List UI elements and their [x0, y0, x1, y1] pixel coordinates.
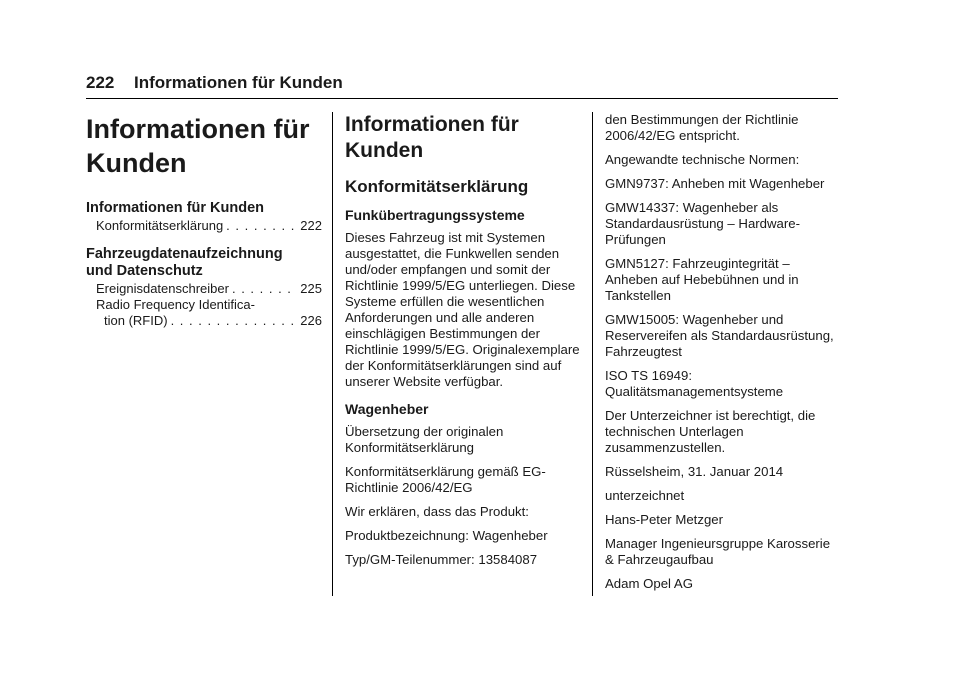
paragraph: Übersetzung der originalen Konformitätserklärung: [345, 424, 504, 455]
toc-title: Informationen für Kunden: [86, 114, 310, 178]
toc-leader-dots: [226, 218, 297, 234]
page-header: [86, 73, 838, 97]
paragraph: GMW14337: Wagenheber als Standardausrüstung – Hardware-Prüfungen: [605, 200, 800, 247]
radio-paragraph: Dieses Fahrzeug ist mit Systemen ausgestattet, die Funkwellen senden und/oder empfangen und somit der Richtlinie 1999/5/EG unterliegen. Diese Systeme erfüllen die wesentlichen Anforderungen und alle anderen einschlägigen Bestimmungen der Richtlinie 1999/5/EG. Originalexemplare der Konformitätserklärungen sind auf unserer Website verfügbar.: [345, 230, 580, 389]
paragraph: Typ/GM-Teilenummer: 13584087: [345, 552, 538, 567]
paragraph: ISO TS 16949: Qualitätsmanagementsysteme: [605, 368, 784, 399]
paragraph: Manager Ingenieursgruppe Karosserie & Fahrzeugaufbau: [605, 536, 831, 567]
toc-page: 222: [300, 218, 322, 233]
paragraph: den Bestimmungen der Richtlinie 2006/42/EG entspricht.: [605, 112, 799, 143]
heading-conformity: Konformitätserklärung: [345, 177, 529, 196]
heading-jack: Wagenheber: [345, 401, 429, 417]
toc-entry[interactable]: Konformitätserklärung . . . 222: [86, 218, 322, 234]
page-number: 222: [86, 73, 115, 92]
column-divider: [332, 112, 333, 596]
paragraph: Angewandte technische Normen:: [605, 152, 800, 167]
paragraph: Produktbezeichnung: Wagenheber: [345, 528, 548, 543]
paragraph: Hans-Peter Metzger: [605, 512, 723, 527]
content-column-1: [345, 112, 581, 576]
paragraph: Konformitätserklärung gemäß EG-Richtlinie 2006/42/EG: [345, 464, 546, 495]
toc-page: 226: [300, 313, 322, 328]
toc-entry[interactable]: tion (RFID) . . . 226: [86, 313, 322, 329]
paragraph: GMN5127: Fahrzeugintegrität – Anheben auf Hebebühnen und in Tankstellen: [605, 256, 799, 303]
header-rule: [86, 98, 838, 99]
toc-column: [86, 112, 322, 329]
heading-radio-systems: Funkübertragungssysteme: [345, 207, 525, 223]
paragraph: Der Unterzeichner ist berechtigt, die technischen Unterlagen zusammenzustellen.: [605, 408, 816, 455]
header-title: Informationen für Kunden: [134, 73, 343, 92]
column-divider: [592, 112, 593, 596]
toc-leader-dots: [232, 281, 297, 297]
toc-section-heading: Informationen für Kunden: [86, 200, 265, 216]
paragraph: GMN9737: Anheben mit Wagenheber: [605, 176, 825, 191]
toc-leader-dots: [171, 313, 298, 329]
toc-page: 225: [300, 281, 322, 296]
paragraph: Rüsselsheim, 31. Januar 2014: [605, 464, 784, 479]
toc-entry[interactable]: Ereignisdatenschreiber . . . 225: [86, 281, 322, 297]
toc-entry-line[interactable]: Radio Frequency Identifica-: [96, 297, 255, 312]
section-title: Informationen für Kunden: [345, 113, 519, 162]
paragraph: Adam Opel AG: [605, 576, 693, 591]
toc-section-heading: Fahrzeugdatenaufzeichnung und Datenschutz: [86, 246, 283, 279]
content-column-2: [605, 112, 841, 600]
paragraph: unterzeichnet: [605, 488, 685, 503]
paragraph: GMW15005: Wagenheber und Reservereifen als Standardausrüstung, Fahrzeugtest: [605, 312, 834, 359]
paragraph: Wir erklären, dass das Produkt:: [345, 504, 529, 519]
